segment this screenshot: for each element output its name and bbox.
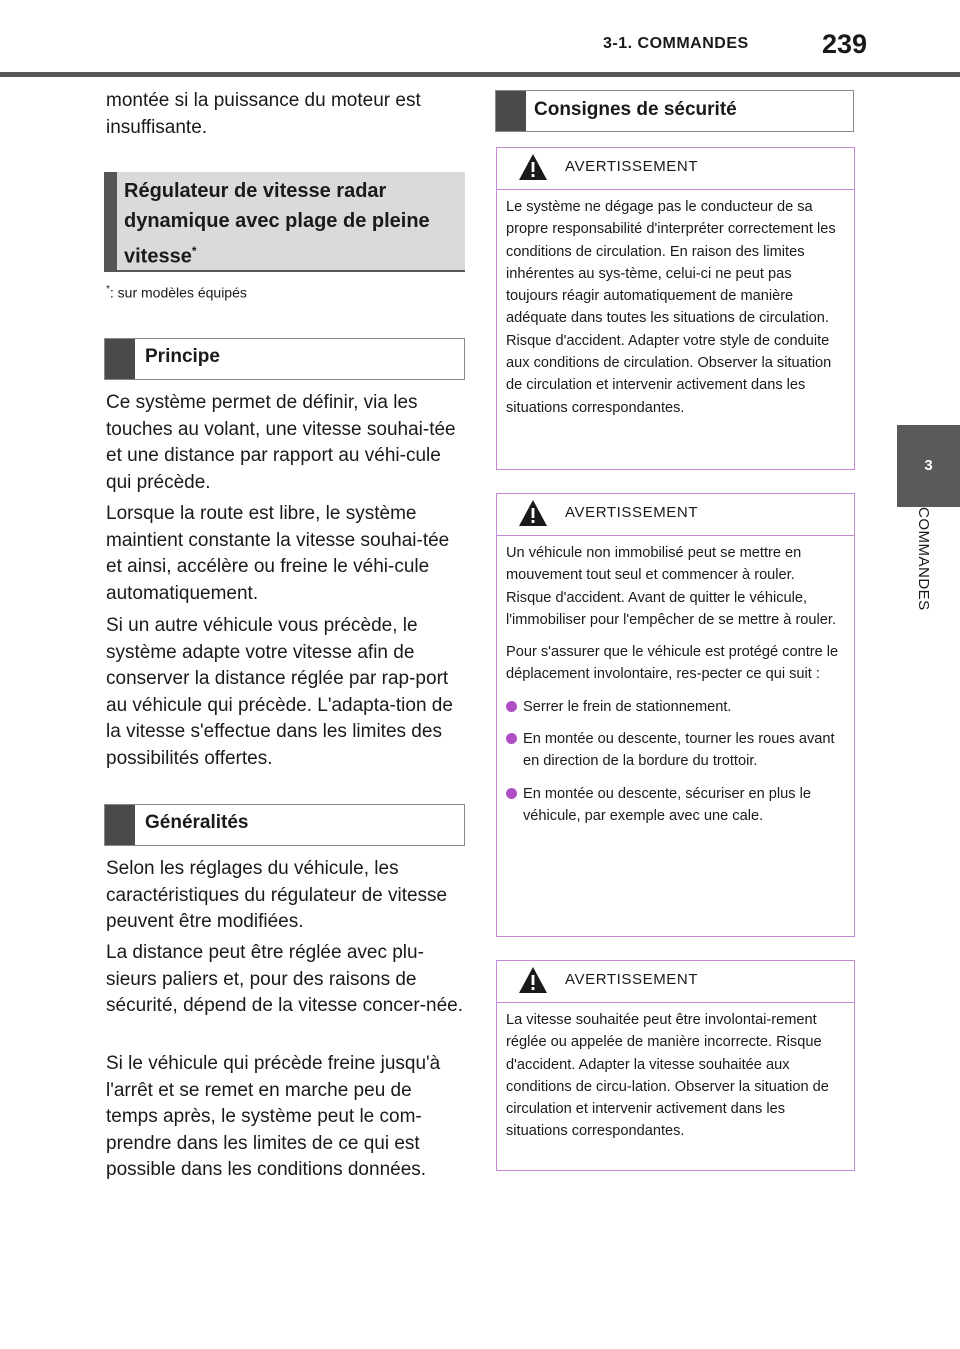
safety-heading	[495, 90, 854, 132]
heading-bar	[105, 339, 135, 379]
round-bullet-icon	[506, 733, 517, 744]
principe-paragraph: Ce système permet de définir, via les touches au volant, une vitesse souhai-tée et une distance par rapport au véhi-cule qui précède.	[106, 392, 456, 493]
principe-heading-text: Principe	[145, 346, 220, 367]
warning-text: Le système ne dégage pas le conducteur de sa propre responsabilité d'interpréter correctement les conditions de circulation. En raison des limites inhérentes au sys-tème, celui-ci ne peut pas toujours réagir automatiquement de manière adéquate dans toutes les situations de circulation. Risque d'accident. Adapter votre style de conduite aux conditions de circulation. Observer la situation de circulation et intervenir activement dans les situations correspondantes.	[506, 199, 836, 416]
generalites-paragraph: Si le véhicule qui précède freine jusqu'à l'arrêt et se remet en marche peu de temps après, le système peut le com-prendre dans les limites de ce qui est possible dans les conditions données.	[106, 1053, 441, 1180]
generalites-paragraph: Selon les réglages du véhicule, les caractéristiques du régulateur de vitesse peuvent être modifiées.	[106, 858, 448, 932]
chapter-tab-number: 3	[897, 425, 960, 507]
list-item	[506, 728, 844, 773]
list-item-text: En montée ou descente, tourner les roues avant en direction de la bordure du trottoir.	[523, 731, 835, 770]
round-bullet-icon	[506, 701, 517, 712]
page-number: 239	[822, 29, 868, 59]
warning-box-2	[496, 493, 855, 937]
warning-text: La vitesse souhaitée peut être involontai-rement réglée ou appelée de manière incorrecte. Risque d'accident. Adapter la vitesse souhaitée aux conditions de circu-lation. Observer la situation de circulation et intervenir activement dans les situations correspondantes.	[506, 1012, 829, 1140]
warning-box-1	[496, 147, 855, 470]
heading-bar	[105, 805, 135, 845]
warning-box-3	[496, 960, 855, 1171]
list-item	[506, 783, 844, 828]
generalites-heading-text: Généralités	[145, 812, 249, 833]
generalites-heading	[104, 804, 465, 846]
main-section-heading	[104, 172, 465, 272]
footnote-mark: *	[106, 284, 110, 295]
warning-label: AVERTISSEMENT	[565, 504, 699, 521]
warning-text: Un véhicule non immobilisé peut se mettre en mouvement tout seul et commencer à rouler. Risque d'accident. Avant de quitter le véhicule, l'immobiliser pour l'empêcher de se mettre à rouler.	[506, 545, 837, 628]
principe-paragraph: Lorsque la route est libre, le système maintient constante la vitesse souhai-tée et ainsi, accélère ou freine le véhi-cule automatiquement.	[106, 503, 450, 604]
intro-text: montée si la puissance du moteur est insuffisante.	[106, 90, 421, 138]
header-rule	[0, 72, 960, 77]
principe-heading	[104, 338, 465, 380]
footnote-text: : sur modèles équipés	[109, 284, 247, 301]
warning-triangle-icon	[518, 966, 548, 994]
heading-bar	[104, 172, 117, 270]
section-title: 3-1. COMMANDES	[603, 35, 749, 52]
warning-triangle-icon	[518, 499, 548, 527]
main-heading-mark: *	[191, 244, 197, 258]
round-bullet-icon	[506, 788, 517, 799]
footnote	[106, 284, 247, 301]
warning-text: Pour s'assurer que le véhicule est protégé contre le déplacement involontaire, res-pecter ce qui suit :	[506, 644, 839, 683]
list-item	[506, 696, 844, 718]
principe-paragraph: Si un autre véhicule vous précède, le système adapte votre vitesse afin de conserver la distance réglée par rap-port au véhicule qui précède. L'adapta-tion de la vitesse s'effectue dans les limites des possibilités offertes.	[106, 615, 453, 769]
warning-label: AVERTISSEMENT	[565, 971, 699, 988]
warning-triangle-icon	[518, 153, 548, 181]
warning-label: AVERTISSEMENT	[565, 158, 699, 175]
heading-bar	[496, 91, 526, 131]
safety-heading-text: Consignes de sécurité	[534, 99, 737, 120]
list-item-text: Serrer le frein de stationnement.	[523, 698, 732, 715]
chapter-tab-label: COMMANDES	[915, 507, 932, 611]
list-item-text: En montée ou descente, sécuriser en plus le véhicule, par exemple avec une cale.	[523, 785, 811, 824]
main-heading-text: Régulateur de vitesse radar dynamique avec plage de pleine vitesse	[124, 180, 430, 268]
generalites-paragraph: La distance peut être réglée avec plu-sieurs paliers et, pour des raisons de sécurité, dépend de la vitesse concer-née.	[106, 942, 463, 1016]
